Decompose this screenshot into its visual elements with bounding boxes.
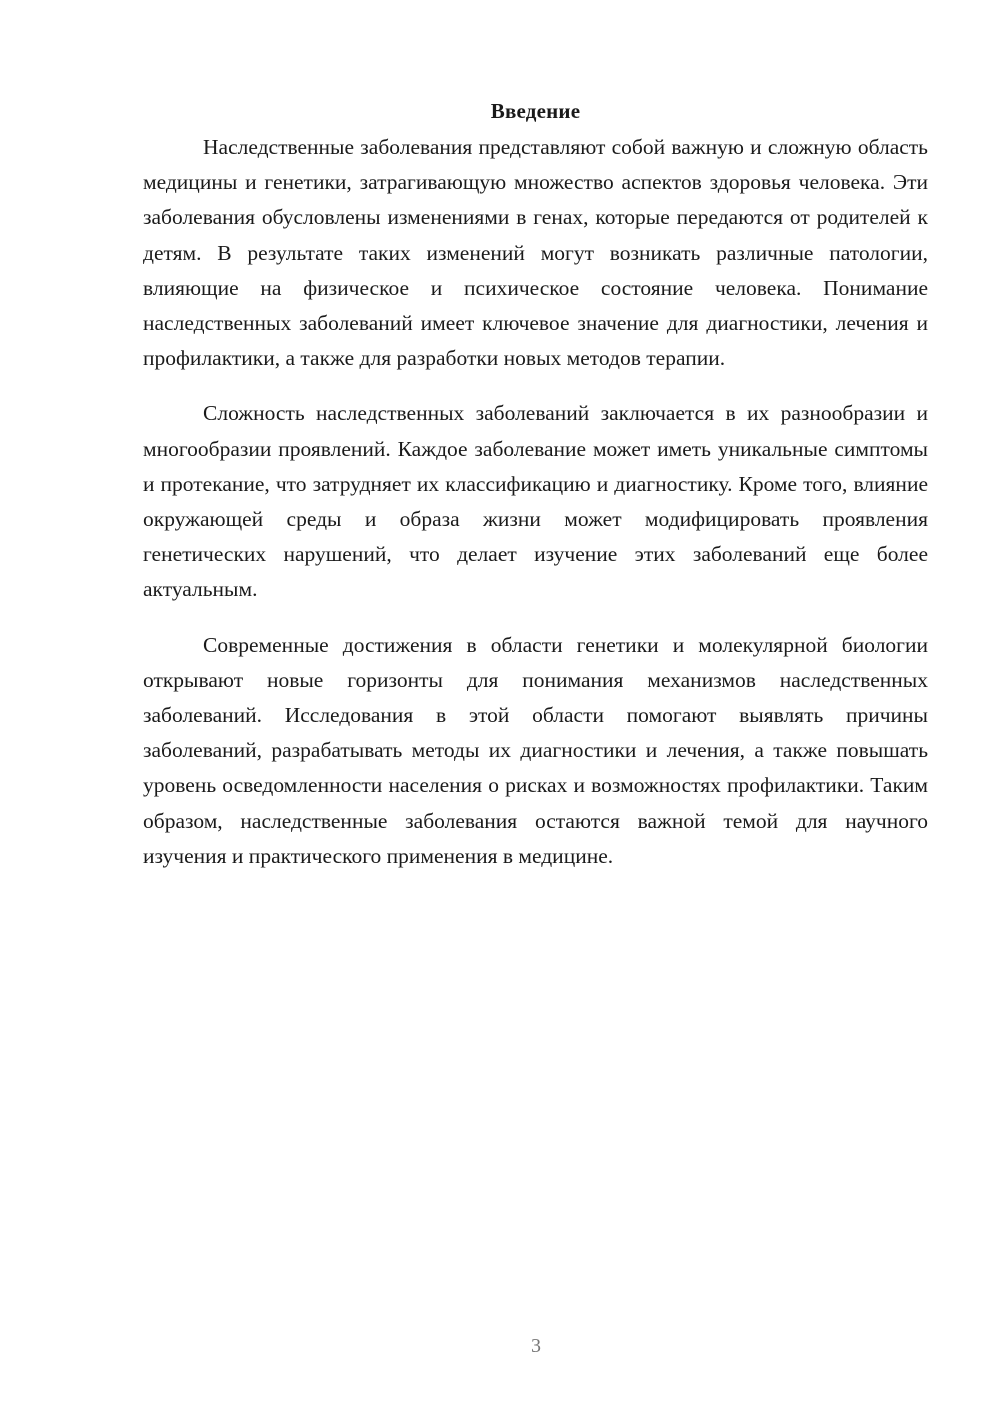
- page-title: Введение: [490, 99, 581, 123]
- paragraph-2: Сложность наследственных заболеваний заключается в их разнообразии и многообразии проявлений. Каждое заболевание может иметь уникальные симптомы и протекание, что затрудняет их классификацию и диагностику. Кроме того, влияние окружающей среды и образа жизни может модифицировать проявления генетических нарушений, что делает изучение этих заболеваний еще более актуальным.: [143, 401, 928, 602]
- paragraph-3: Современные достижения в области генетики и молекулярной биологии открывают новые горизонты для понимания механизмов наследственных заболеваний. Исследования в этой области помогают выявлять причины заболеваний, разрабатывать методы их диагностики и лечения, а также повышать уровень осведомленности населения о рисках и возможностях профилактики. Таким образом, наследственные заболевания остаются важной темой для научного изучения и практического применения в медицине.: [143, 632, 928, 868]
- page-number: 3: [531, 1335, 541, 1357]
- paragraph-1: Наследственные заболевания представляют собой важную и сложную область медицины и генетики, затрагивающую множество аспектов здоровья человека. Эти заболевания обусловлены изменениями в генах, которые передаются от родителей к детям. В результате таких изменений могут возникать различные патологии, влияющие на физическое и психическое состояние человека. Понимание наследственных заболеваний имеет ключевое значение для диагностики, лечения и профилактики, а также для разработки новых методов терапии.: [143, 135, 928, 371]
- document-body: [143, 96, 928, 894]
